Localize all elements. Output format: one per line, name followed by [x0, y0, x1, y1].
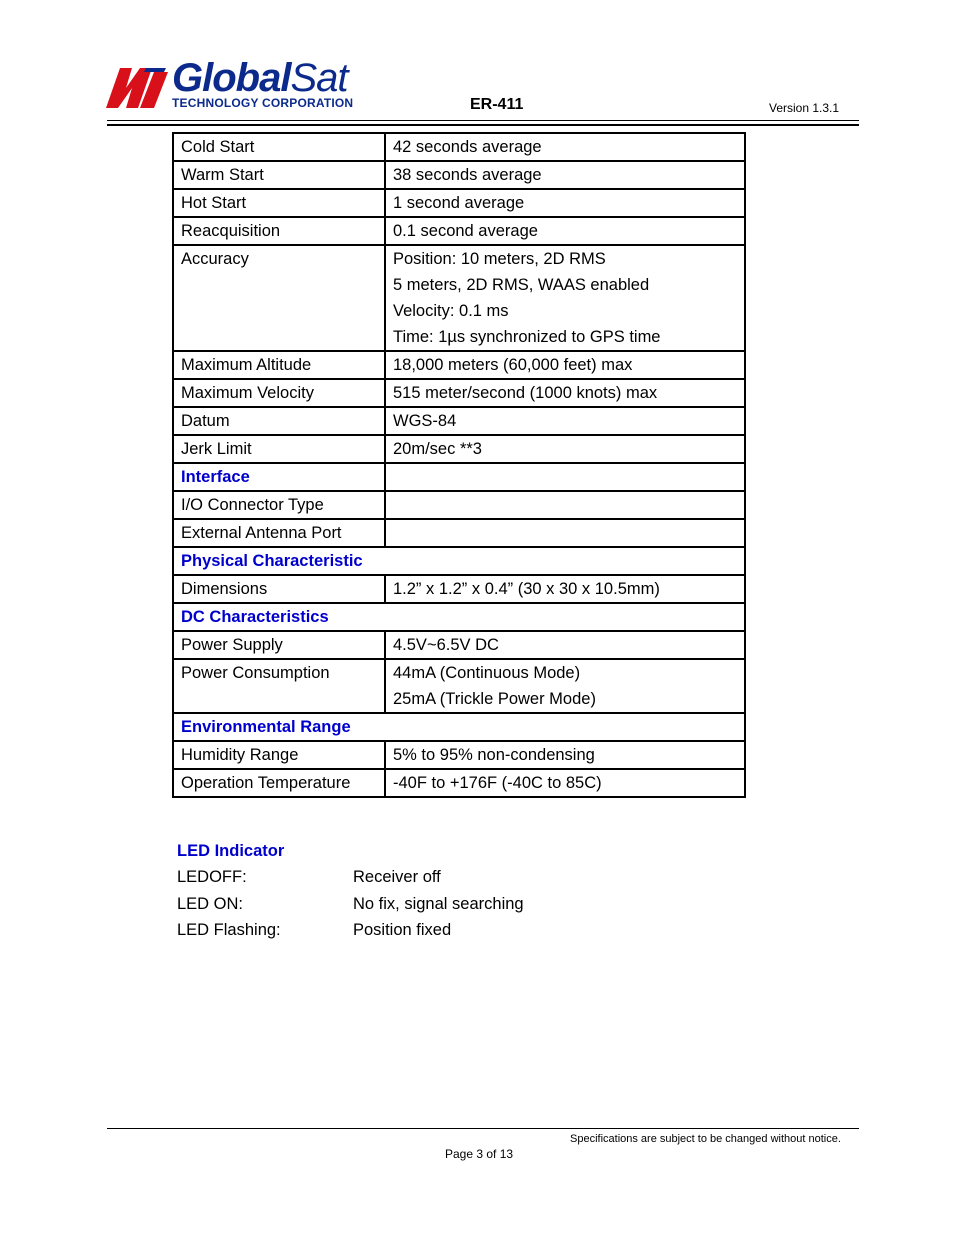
row-label: Dimensions	[173, 575, 385, 603]
section-heading: Physical Characteristic	[173, 547, 745, 575]
led-meaning: Receiver off	[353, 868, 441, 886]
table-row	[173, 519, 745, 547]
row-value: 1.2” x 1.2” x 0.4” (30 x 30 x 10.5mm)	[385, 575, 745, 603]
logo-wordmark-global: Global	[172, 56, 291, 100]
row-label: Humidity Range	[173, 741, 385, 769]
logo-wordmark-sat: Sat	[290, 56, 348, 100]
accuracy-values	[385, 245, 745, 351]
header-rule-thin	[107, 120, 859, 121]
row-value: 515 meter/second (1000 knots) max	[385, 379, 745, 407]
row-label: I/O Connector Type	[173, 491, 385, 519]
table-row	[173, 217, 745, 245]
section-heading: Environmental Range	[173, 713, 745, 741]
row-label: Maximum Altitude	[173, 351, 385, 379]
row-label: Datum	[173, 407, 385, 435]
led-state: LEDOFF:	[177, 868, 247, 886]
accuracy-line: Position: 10 meters, 2D RMS	[393, 250, 606, 268]
table-row	[173, 741, 745, 769]
row-label: Warm Start	[173, 161, 385, 189]
row-value: WGS-84	[385, 407, 745, 435]
row-label: Operation Temperature	[173, 769, 385, 797]
led-row	[177, 891, 597, 918]
row-label: Power Consumption	[173, 659, 385, 713]
row-label: External Antenna Port	[173, 519, 385, 547]
row-value: 42 seconds average	[385, 133, 745, 161]
power-consumption-line: 25mA (Trickle Power Mode)	[393, 690, 596, 708]
specification-table	[172, 132, 746, 798]
row-value: 4.5V~6.5V DC	[385, 631, 745, 659]
row-label: Power Supply	[173, 631, 385, 659]
accuracy-line: Velocity: 0.1 ms	[393, 302, 509, 320]
row-value	[385, 519, 745, 547]
accuracy-line: 5 meters, 2D RMS, WAAS enabled	[393, 276, 650, 294]
row-value: -40F to +176F (-40C to 85C)	[385, 769, 745, 797]
table-row	[173, 631, 745, 659]
row-label: Jerk Limit	[173, 435, 385, 463]
logo-wordmark	[172, 54, 348, 102]
table-row	[173, 659, 745, 713]
row-label: Cold Start	[173, 133, 385, 161]
footer-rule	[107, 1128, 859, 1129]
company-logo	[106, 56, 356, 114]
logo-subtitle: TECHNOLOGY CORPORATION	[172, 96, 354, 110]
table-row	[173, 351, 745, 379]
accuracy-line: Time: 1µs synchronized to GPS time	[393, 328, 661, 346]
table-row	[173, 133, 745, 161]
page-number: Page 3 of 13	[445, 1147, 514, 1161]
table-row	[173, 189, 745, 217]
row-label: Hot Start	[173, 189, 385, 217]
row-value	[385, 491, 745, 519]
row-label: Accuracy	[173, 245, 385, 351]
header-rule-thick	[107, 124, 859, 126]
table-row	[173, 161, 745, 189]
globalsat-logo-icon	[106, 64, 170, 110]
table-row	[173, 379, 745, 407]
led-indicator-section	[177, 840, 597, 944]
led-state: LED ON:	[177, 894, 244, 913]
led-state: LED Flashing:	[177, 921, 281, 939]
document-version: Version 1.3.1	[769, 101, 840, 115]
table-row	[173, 491, 745, 519]
led-indicator-title: LED Indicator	[177, 842, 285, 860]
power-consumption-values	[385, 659, 745, 713]
document-model: ER-411	[470, 96, 524, 113]
row-value: 38 seconds average	[385, 161, 745, 189]
table-row	[173, 575, 745, 603]
row-value: 5% to 95% non-condensing	[385, 741, 745, 769]
section-heading: Interface	[173, 463, 385, 491]
footer-disclaimer: Specifications are subject to be changed without notice.	[570, 1133, 841, 1145]
table-row	[173, 435, 745, 463]
section-heading-row	[173, 603, 745, 631]
row-value	[385, 463, 745, 491]
row-label: Maximum Velocity	[173, 379, 385, 407]
row-value: 0.1 second average	[385, 217, 745, 245]
table-row	[173, 769, 745, 797]
row-value: 20m/sec **3	[385, 435, 745, 463]
section-heading-row	[173, 713, 745, 741]
power-consumption-line: 44mA (Continuous Mode)	[393, 664, 581, 682]
table-row	[173, 245, 745, 351]
row-label: Reacquisition	[173, 217, 385, 245]
led-meaning: No fix, signal searching	[353, 894, 524, 913]
led-row	[177, 917, 597, 944]
table-row	[173, 407, 745, 435]
row-value: 1 second average	[385, 189, 745, 217]
row-value: 18,000 meters (60,000 feet) max	[385, 351, 745, 379]
led-row	[177, 864, 597, 891]
section-heading: DC Characteristics	[173, 603, 745, 631]
led-meaning: Position fixed	[353, 921, 452, 939]
section-heading-row	[173, 547, 745, 575]
section-heading-row	[173, 463, 745, 491]
